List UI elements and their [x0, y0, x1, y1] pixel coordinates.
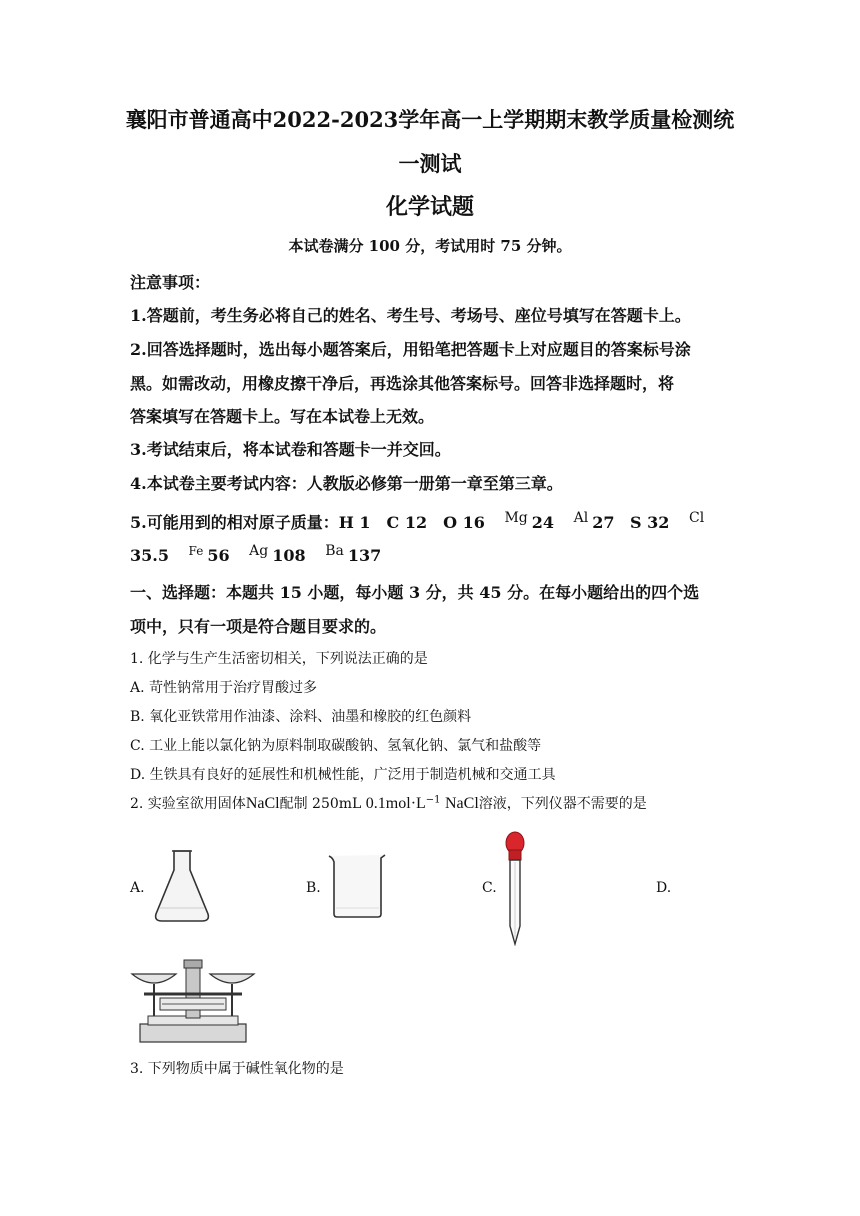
- mass-al: 27: [592, 513, 615, 532]
- question-2-option-c-label: C.: [482, 880, 497, 896]
- q2-nacl-2: NaCl: [445, 795, 479, 812]
- q2-exponent: −1: [425, 794, 441, 806]
- symbol-cl: Cl: [689, 510, 705, 526]
- mass-fe: 56: [207, 546, 230, 565]
- dropper-icon: [502, 830, 528, 946]
- exam-title-line1: 襄阳市普通高中2022-2023学年高一上学期期末教学质量检测统: [125, 107, 735, 132]
- question-1-option-c: C. 工业上能以氯化钠为原料制取碳酸钠、氢氧化钠、氯气和盐酸等: [130, 738, 542, 754]
- section1-heading-line1: 一、选择题：本题共 15 小题，每小题 3 分，共 45 分。在每小题给出的四个选: [130, 583, 700, 602]
- question-2-stem: [130, 793, 750, 813]
- symbol-al: Al: [573, 510, 589, 526]
- atomic-mass-prefix: 5.可能用到的相对原子质量：H 1 C 12 O 16: [130, 513, 485, 532]
- notes-heading: 注意事项：: [130, 273, 211, 292]
- atomic-mass-line2: [130, 543, 750, 565]
- question-1-option-d: D. 生铁具有良好的延展性和机械性能，广泛用于制造机械和交通工具: [130, 767, 556, 783]
- note-item-2-cont-a: 黑。如需改动，用橡皮擦干净后，再选涂其他答案标号。回答非选择题时，将: [130, 374, 675, 393]
- mass-ba: 137: [347, 546, 382, 565]
- exam-title-line2: 一测试: [398, 151, 462, 176]
- exam-info: 本试卷满分 100 分，考试用时 75 分钟。: [288, 237, 572, 255]
- q2-part1: 2. 实验室欲用固体: [130, 796, 246, 812]
- symbol-ag: Ag: [249, 543, 269, 559]
- note-item-2-cont-b: 答案填写在答题卡上。写在本试卷上无效。: [130, 407, 435, 426]
- q2-nacl-1: NaCl: [245, 795, 280, 812]
- q2-part3: 溶液，下列仪器不需要的是: [478, 796, 647, 812]
- question-1-option-b: B. 氧化亚铁常用作油漆、涂料、油墨和橡胶的红色颜料: [130, 709, 472, 725]
- section1-heading-line2: 项中，只有一项是符合题目要求的。: [130, 617, 387, 636]
- note-item-4: 4.本试卷主要考试内容：人教版必修第一册第一章至第三章。: [130, 474, 563, 493]
- subject-title: 化学试题: [385, 194, 474, 220]
- symbol-mg: Mg: [504, 510, 528, 526]
- question-2-option-d-label: D.: [656, 880, 672, 896]
- mass-mg: 24: [531, 513, 555, 532]
- conical-flask-icon: [150, 848, 214, 924]
- mass-cl: 35.5: [130, 546, 169, 565]
- q2-part2: 配制 250mL: [279, 796, 362, 812]
- beaker-icon: [326, 852, 388, 920]
- note-item-2: 2.回答选择题时，选出每小题答案后，用铅笔把答题卡上对应题目的答案标号涂: [130, 340, 691, 359]
- mass-ag: 108: [272, 546, 306, 565]
- symbol-fe: Fe: [188, 544, 204, 558]
- question-1-stem: 1. 化学与生产生活密切相关，下列说法正确的是: [130, 651, 428, 667]
- symbol-ba: Ba: [325, 543, 344, 559]
- note-item-5: [130, 510, 750, 533]
- note-item-3: 3.考试结束后，将本试卷和答题卡一并交回。: [130, 440, 451, 459]
- balance-scale-icon: [130, 958, 256, 1048]
- note-item-1: 1.答题前，考生务必将自己的姓名、考生号、考场号、座位号填写在答题卡上。: [130, 306, 691, 325]
- question-2-option-a-label: A.: [130, 880, 145, 896]
- question-3-stem: 3. 下列物质中属于碱性氧化物的是: [130, 1061, 344, 1077]
- question-1-option-a: A. 苛性钠常用于治疗胃酸过多: [130, 680, 318, 696]
- question-2-option-b-label: B.: [306, 880, 321, 896]
- q2-concentration: 0.1mol·L: [365, 795, 426, 812]
- mass-s: S 32: [630, 513, 670, 532]
